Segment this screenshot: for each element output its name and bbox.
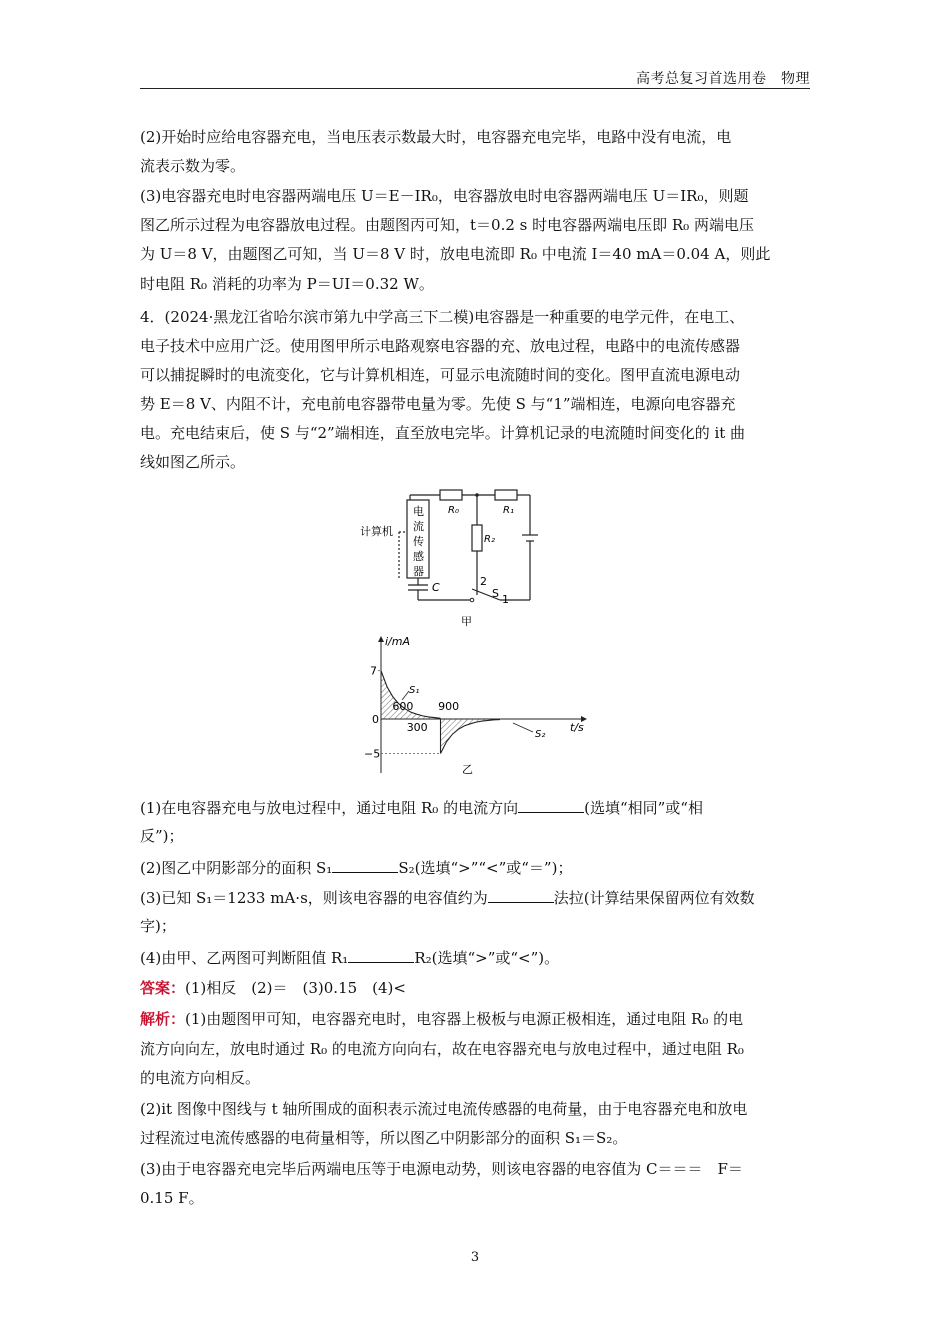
text-line: 可以捕捉瞬时的电流变化，它与计算机相连，可显示电流随时间的变化。图甲直流电源电动 [140,366,741,384]
question-2 [140,858,810,877]
question-text: R₂(选填“>”或“<”)。 [414,949,560,967]
question-1 [140,798,810,817]
page-header [140,66,810,89]
analysis-line: 0.15 F。 [140,1189,204,1207]
label-pos1: 1 [502,593,509,606]
header-title: 高考总复习首选用卷 物理 [636,71,810,87]
answer-text: (1)相反 (2)＝ (3)0.15 (4)< [185,979,406,997]
text-line: 电子技术中应用广泛。使用图甲所示电路观察电容器的充、放电过程，电路中的电流传感器 [140,337,741,355]
annotation-leader [513,723,533,732]
answer-label: 答案： [140,979,186,997]
question-3-cont: 字)； [140,917,176,935]
origin-label: 0 [372,713,379,726]
text-line: 图乙所示过程为电容器放电过程。由题图丙可知，t＝0.2 s 时电容器两端电压即 R₀ 两端电压 [140,216,754,234]
answer-line [140,979,810,997]
analysis-line: 过程流过电流传感器的电荷量相等，所以图乙中阴影部分的面积 S₁＝S₂。 [140,1129,628,1147]
answer-blank [488,888,554,903]
question-4 [140,948,810,967]
it-chart [350,633,590,783]
answer-blank [332,858,398,873]
x-axis-label: t/s [570,721,584,734]
question-text: (3)已知 S₁＝1233 mA·s，则该电容器的电容值约为 [140,889,488,907]
text-line: 为 U＝8 V，由题图乙可知，当 U＝8 V 时，放电电流即 R₀ 中电流 I＝40 mA＝0.04 A，则此 [140,245,771,263]
analysis-line [140,1010,810,1028]
question-text: (2)图乙中阴影部分的面积 S₁ [140,859,333,877]
label-computer: 计算机 [360,525,393,538]
figure-caption-jia: 甲 [461,615,472,628]
x-tick-label: 900 [438,700,460,713]
label-sensor: 器 [413,565,424,578]
question-text: (4)由甲、乙两图可判断阻值 R₁ [140,949,349,967]
label-sensor: 电 [413,505,424,518]
analysis-line: 的电流方向相反。 [140,1069,261,1087]
label-r0: R₀ [448,505,459,516]
y-axis-label: i/mA [385,635,411,648]
answer-blank [518,798,584,813]
annotation-s2: S₂ [535,729,546,740]
analysis-label: 解析： [140,1010,186,1028]
text-line: 时电阻 R₀ 消耗的功率为 P＝UI＝0.32 W。 [140,275,434,293]
y-tick-label: −5 [364,747,381,761]
label-sensor: 传 [413,535,424,548]
text-line: 线如图乙所示。 [140,453,246,471]
label-r1: R₁ [503,505,514,516]
analysis-line: (3)由于电容器充电完毕后两端电压等于电源电动势，则该电容器的电容值为 C＝＝＝ F＝ [140,1160,743,1178]
label-pos2: 2 [480,575,487,588]
question-text: S₂(选填“>”“<”或“＝”)； [398,859,573,877]
x-tick-label: 600 [392,700,414,713]
text-line: 势 E＝8 V、内阻不计，充电前电容器带电量为零。先使 S 与“1”端相连，电源向电容器充 [140,395,736,413]
label-sensor: 感 [413,550,424,563]
analysis-line: (2)it 图像中图线与 t 轴所围成的面积表示流过电流传感器的电荷量，由于电容器充电和放电 [140,1100,748,1118]
question-text: (选填“相同”或“相 [584,799,703,817]
text-line: (3)电容器充电时电容器两端电压 U＝E－IR₀，电容器放电时电容器两端电压 U＝IR₀，则题 [140,187,749,205]
question-3 [140,888,810,907]
annotation-s1: S₁ [409,685,420,696]
page-number: 3 [470,1250,480,1265]
circuit-diagram [360,485,560,630]
question-text: 法拉(计算结果保留两位有效数 [553,889,755,907]
annotation-leader [402,691,409,700]
label-r2: R₂ [484,534,495,545]
text-line: 流表示数为零。 [140,157,246,175]
label-switch: S [492,587,499,600]
analysis-line: 流方向向左，放电时通过 R₀ 的电流方向向右，故在电容器充电与放电过程中，通过电阻 R₀ [140,1040,744,1058]
answer-blank [348,948,414,963]
analysis-text: (1)由题图甲可知，电容器充电时，电容器上极板与电源正极相连，通过电阻 R₀ 的电 [185,1010,744,1028]
question-text: (1)在电容器充电与放电过程中，通过电阻 R₀ 的电流方向 [140,799,519,817]
text-line: (2)开始时应给电容器充电，当电压表示数最大时，电容器充电完毕，电路中没有电流，电 [140,128,732,146]
label-capacitor: C [432,581,440,594]
figure-caption-yi: 乙 [462,763,473,776]
label-sensor: 流 [413,520,424,533]
y-tick-label: 7 [370,664,377,678]
text-line: 4．(2024·黑龙江省哈尔滨市第九中学高三下二模)电容器是一种重要的电学元件，在电工、 [140,308,745,326]
question-1-cont: 反”)； [140,827,184,845]
text-line: 电。充电结束后，使 S 与“2”端相连，直至放电完毕。计算机记录的电流随时间变化的 it 曲 [140,424,746,442]
x-tick-label: 300 [406,721,428,734]
